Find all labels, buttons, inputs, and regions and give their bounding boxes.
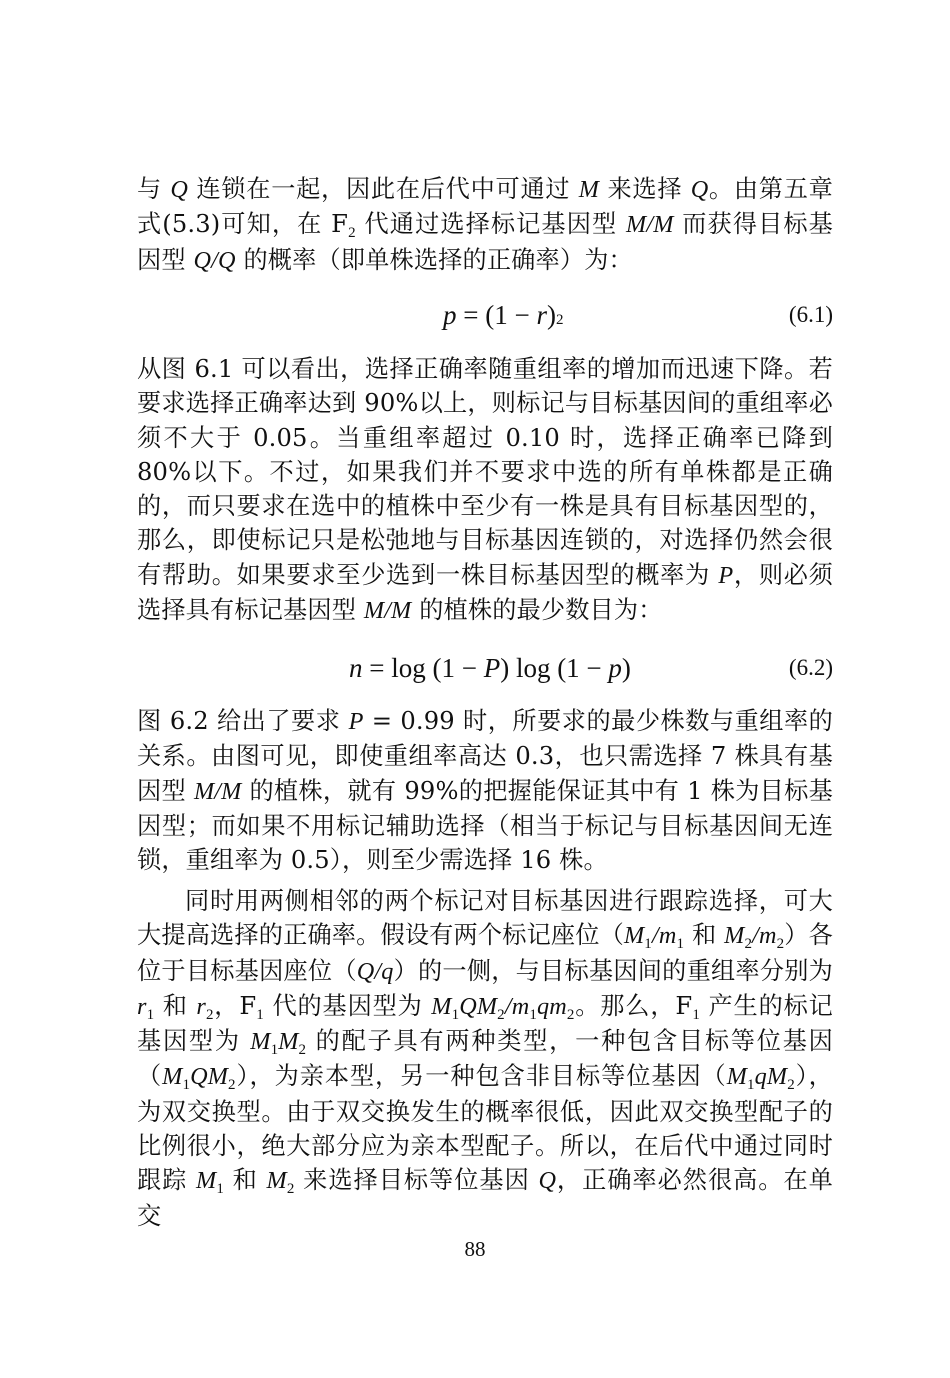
equation-6-1-number: (6.1)	[788, 302, 833, 327]
paragraph-figure-6-2: 图 6.2 给出了要求 P = 0.99 时，所要求的最少株数与重组率的关系。由图可见，即使重组率高达 0.3，也只需选择 7 株具有基因型 M/M 的植株，就有 99%的把握能保证其中有 1 株为目标基因型；而如果不用标记辅助选择（相当于标记与目标基因间无连锁，重组率为 0.5），则至少需选择 16 株。	[137, 707, 834, 875]
paragraph-flanking-markers: 同时用两侧相邻的两个标记对目标基因进行跟踪选择，可大大提高选择的正确率。假设有两个标记座位（$M_1/m_1$ 和 $M_2/m_2$）各位于目标基因座位（Q/q）的一侧，与目标基因间的重组率分别为 $r_1$ 和 $r_2$，$F_1$ 代的基因型为 $M_1QM_2/m_1qm_2$。那么，$F_1$ 产生的标记基因型为 $M_1M_2$ 的配子具有两种类型，一种包含目标等位基因$(M_1QM_2)$，为亲本型，另一种包含非目标等位基因$(M_1qM_2)$，为双交换型。由于双交换发生的概率很低，因此双交换型配子的比例很小，绝大部分应为亲本型配子。所以，在后代中通过同时跟踪 $M_1$ 和 $M_2$ 来选择目标等位基因 Q，正确率必然很高。在单交	[137, 887, 834, 1230]
equation-6-1	[137, 295, 833, 335]
page-number: 88	[464, 1237, 486, 1261]
equation-6-2-number: (6.2)	[788, 655, 833, 680]
equation-6-1-formula: p = (1 − r)2	[443, 300, 564, 330]
paragraph-selection-accuracy: 从图 6.1 可以看出，选择正确率随重组率的增加而迅速下降。若要求选择正确率达到 90%以上，则标记与目标基因间的重组率必须不大于 0.05。当重组率超过 0.10 时，选择正确率已降到 80%以下。不过，如果我们并不要求中选的所有单株都是正确的，而只要求在选中的植株中至少有一株是具有目标基因型的，那么，即使标记只是松弛地与目标基因连锁的，对选择仍然会很有帮助。如果要求至少选到一株目标基因型的概率为 P，则必须选择具有标记基因型 M/M 的植株的最少数目为：	[137, 355, 833, 625]
paragraph-intro: 与 Q 连锁在一起，因此在后代中可通过 M 来选择 Q。由第五章式(5.3)可知，在 $F_2$ 代通过选择标记基因型 M/M 而获得目标基因型 Q/Q 的概率（即单株选择的正确率）为：	[137, 175, 833, 274]
equation-6-2	[137, 648, 833, 688]
equation-6-2-formula: n = log (1 − P) log (1 − p)	[349, 653, 631, 683]
